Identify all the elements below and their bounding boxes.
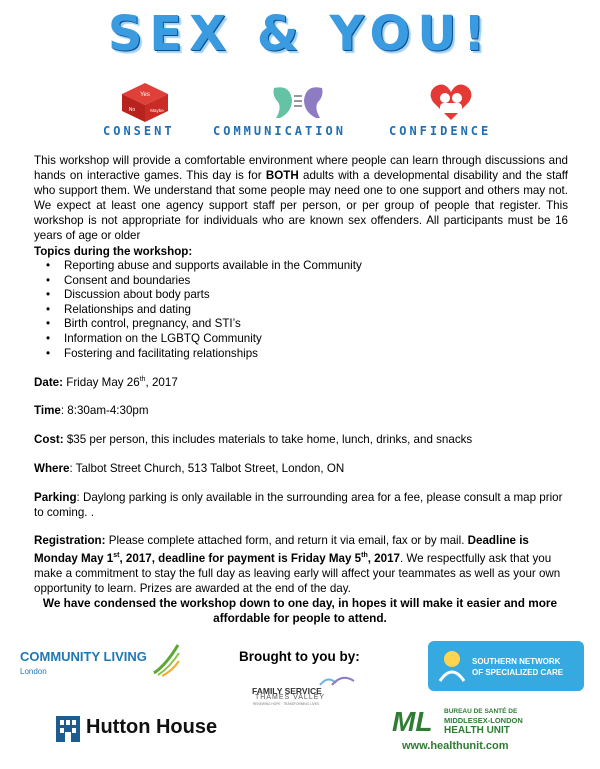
health-unit-line3: HEALTH UNIT — [444, 725, 510, 736]
list-item: • Fostering and facilitating relationships — [34, 347, 568, 362]
health-unit-line1: BUREAU DE SANTÉ DE — [444, 708, 518, 715]
list-item: • Consent and boundaries — [34, 274, 568, 289]
hutton-house-logo — [54, 712, 254, 746]
dice-icon — [118, 80, 172, 124]
list-item: • Relationships and dating — [34, 303, 568, 318]
pillar-confidence: CONFIDENCE — [389, 124, 492, 138]
intro-paragraph: This workshop will provide a comfortable environment where people can learn through discussions and hands on interactive games. This day is for BOTH adults with a developmental disability and the staff who support them. We understand that some people may need one to one support and others may not. We expect at least one agency support staff per person, or per group of people that register. This workshop is not appropriate for individuals who are known sex offenders. All participants must be 16 years of age or older — [34, 154, 568, 242]
family-service-tagline: RENEWING HOPE · TRANSFORMING LIVES — [253, 702, 320, 706]
house-icon — [54, 712, 82, 744]
list-item: • Birth control, pregnancy, and STI’s — [34, 317, 568, 332]
brought-by-label: Brought to you by: — [239, 649, 360, 664]
pillar-consent: CONSENT — [103, 124, 175, 138]
list-item: • Information on the LGBTQ Community — [34, 332, 568, 347]
southern-network-logo — [428, 641, 584, 691]
time-line: Time: 8:30am-4:30pm — [34, 404, 149, 417]
health-unit-line2: MIDDLESEX-LONDON — [444, 716, 523, 725]
hutton-house-name: Hutton House — [86, 716, 218, 738]
sun-figure-icon — [436, 649, 468, 683]
topics-heading: Topics during the workshop: — [34, 245, 193, 258]
list-item: • Discussion about body parts — [34, 288, 568, 303]
date-line: Date: Friday May 26th, 2017 — [34, 375, 178, 389]
talking-faces-icon — [270, 82, 326, 122]
family-service-line1: FAMILY SERVICE — [252, 686, 322, 696]
family-service-logo — [250, 673, 362, 707]
health-unit-url: www.healthunit.com — [402, 740, 509, 752]
community-living-name: COMMUNITY LIVING — [20, 649, 147, 664]
list-item: • Reporting abuse and supports available in the Community — [34, 259, 568, 274]
heart-hug-icon — [428, 80, 474, 124]
community-living-logo — [20, 643, 180, 679]
pillar-communication: COMMUNICATION — [213, 124, 346, 138]
page-title: SEX & YOU! — [107, 6, 493, 62]
where-line: Where: Talbot Street Church, 513 Talbot Street, London, ON — [34, 462, 345, 475]
health-unit-ml: ML — [392, 706, 433, 737]
southern-network-line2: OF SPECIALIZED CARE — [472, 668, 564, 677]
registration-paragraph: Registration: Please complete attached form, and return it via email, fax or by mail. Deadline is Monday May 1st, 2017, deadline for payment is Friday May 5th, 2017. We respectfully ask that you make a commitment to stay the full day as leaving early will affect your teammates as well as your own opportunity to learn. Prizes are awarded at the end of the day. — [34, 534, 561, 595]
dice-no-label: No — [128, 107, 136, 113]
cost-line: Cost: $35 per person, this includes materials to take home, lunch, drinks, and snacks — [34, 433, 473, 446]
health-unit-logo — [392, 706, 558, 758]
dice-yes-label: Yes — [140, 92, 150, 98]
southern-network-line1: SOUTHERN NETWORK — [472, 657, 561, 666]
swoosh-icon — [152, 643, 180, 677]
closing-statement: We have condensed the workshop down to one day, in hopes it will make it easier and more affordable for people to attend. — [42, 596, 558, 625]
dice-maybe-label: Maybe — [150, 108, 164, 113]
topics-list — [34, 259, 568, 361]
family-figures-icon — [318, 673, 358, 687]
family-service-line2: THAMES VALLEY — [255, 694, 326, 701]
parking-line: Parking: Daylong parking is only available in the surrounding area for a fee, please consult a map prior to coming. . — [34, 491, 563, 519]
community-living-city: London — [20, 667, 47, 676]
